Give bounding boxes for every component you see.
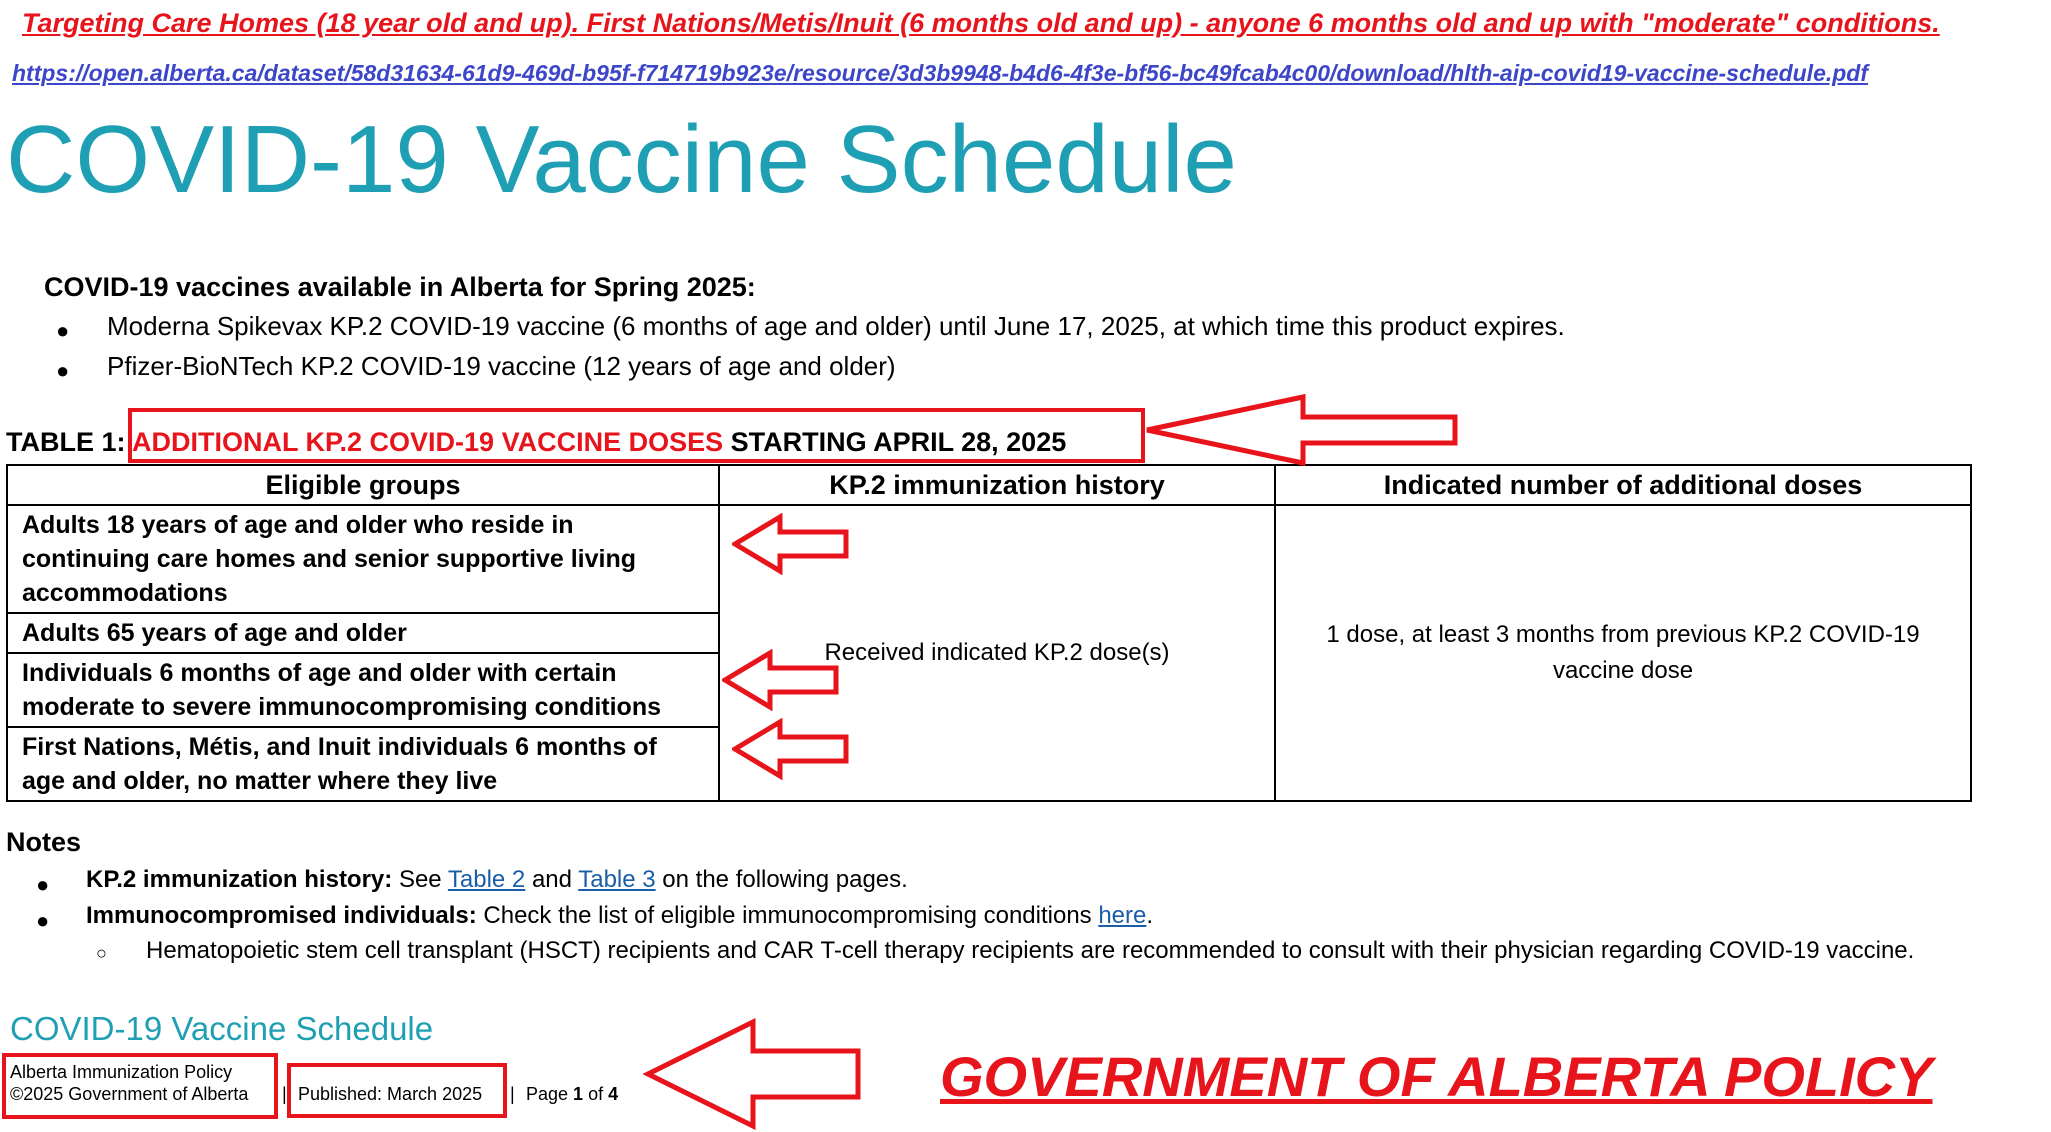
note-item [86,902,1153,930]
footer-page-number [526,1084,618,1105]
footer-published: Published: March 2025 [298,1084,483,1104]
note-label: Immunocompromised individuals: [86,902,477,929]
table-3-link[interactable]: Table 3 [578,866,656,893]
header-additional-doses: Indicated number of additional doses [1275,465,1971,505]
footer-published-box [287,1063,507,1118]
note-text: on the following pages. [655,866,908,893]
availability-item: Moderna Spikevax KP.2 COVID-19 vaccine (6 months of age and older) until June 17, 2025, at which time this product expires. [107,311,1565,341]
footer-separator: | [282,1084,287,1104]
footer-separator: | [510,1084,515,1104]
availability-item: Pfizer-BioNTech KP.2 COVID-19 vaccine (12 years of age and older) [107,351,896,381]
note-label: KP.2 immunization history: [86,866,393,893]
bullet-icon: ● [36,908,50,933]
table-caption-prefix: TABLE 1: [6,427,132,457]
left-arrow-icon [722,649,840,711]
note-text: See [392,866,448,893]
left-arrow-icon [643,1018,863,1130]
page-title: COVID-19 Vaccine Schedule [6,106,1237,213]
policy-annotation: GOVERNMENT OF ALBERTA POLICY [940,1045,1933,1108]
header-immunization-history: KP.2 immunization history [719,465,1275,505]
header-eligible-groups: Eligible groups [7,465,719,505]
caption-highlight-box [128,408,1145,463]
group-cell: Adults 65 years of age and older [7,613,719,653]
availability-heading: COVID-19 vaccines available in Alberta for Spring 2025: [44,272,756,302]
source-url-link[interactable]: https://open.alberta.ca/dataset/58d31634-61d9-469d-b95f-f714719b923e/resource/3d3b9948-b4d6-4f3e-bf56-bc49fcab4c00/download/hlth-aip-covid19-vaccine-schedule.pdf [12,60,1869,86]
page-of: of [583,1084,609,1104]
table-caption-highlight: ADDITIONAL KP.2 COVID-19 VACCINE DOSES [132,427,724,457]
note-text: Check the list of eligible immunocompromising conditions [476,902,1099,929]
footer-policy-box [2,1053,278,1119]
note-text: . [1146,902,1154,929]
note-text: and [525,866,579,893]
footer-policy-line1: Alberta Immunization Policy [10,1062,233,1082]
conditions-here-link[interactable]: here [1098,902,1147,929]
table-header-row [7,465,1971,505]
hollow-bullet-icon: ○ [96,943,107,963]
note-item [86,866,908,894]
page-prefix: Page [526,1084,574,1104]
schedule-table [6,464,1972,802]
page-current: 1 [573,1084,584,1104]
footer-policy-line2: ©2025 Government of Alberta [10,1084,249,1104]
page-total: 4 [608,1084,619,1104]
left-arrow-icon [732,718,850,780]
bullet-icon: ● [56,358,70,383]
bullet-icon: ● [56,318,70,343]
notes-heading: Notes [6,827,82,857]
annotation-top: Targeting Care Homes (18 year old and up). First Nations/Metis/Inuit (6 months old and up) - anyone 6 months old and up with "moderate" conditions. [22,8,1940,38]
group-cell: First Nations, Métis, and Inuit individuals 6 months of age and older, no matter where they live [7,727,719,801]
group-cell: Adults 18 years of age and older who reside in continuing care homes and senior supportive living accommodations [7,505,719,613]
left-arrow-icon [732,513,850,575]
table-row [7,505,1971,613]
bullet-icon: ● [36,872,50,897]
group-cell: Individuals 6 months of age and older with certain moderate to severe immunocompromising conditions [7,653,719,727]
doses-cell: 1 dose, at least 3 months from previous KP.2 COVID-19 vaccine dose [1275,505,1971,801]
history-cell: Received indicated KP.2 dose(s) [719,505,1275,801]
note-sub-item: Hematopoietic stem cell transplant (HSCT) recipients and CAR T-cell therapy recipients are recommended to consult with their physician regarding COVID-19 vaccine. [146,937,1915,964]
table-caption-suffix: STARTING APRIL 28, 2025 [723,427,1067,457]
table-2-link[interactable]: Table 2 [447,866,526,893]
left-arrow-icon [1143,393,1459,467]
footer-title: COVID-19 Vaccine Schedule [10,1010,434,1047]
